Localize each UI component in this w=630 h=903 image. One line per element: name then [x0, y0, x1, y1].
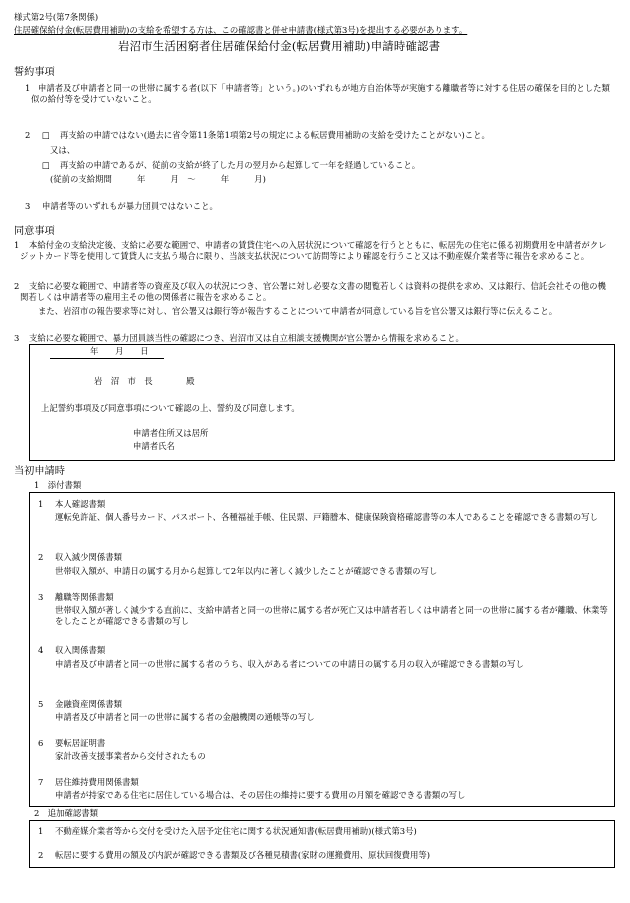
doc7-desc: 申請者が持家である住宅に居住している場合は、その居住の維持に要する費用の月額を確認できる書類の写し	[55, 790, 466, 800]
pledge-item2a: 再支給の申請ではない(過去に省令第11条第1項第2号の規定による転居費用補助の支給を受けたことがない)こと。	[60, 130, 490, 140]
doc4-num: 4	[38, 645, 44, 655]
pledge-heading: 誓約事項	[14, 67, 55, 78]
doc5-desc: 申請者及び申請者と同一の世帯に属する者の金融機関の通帳等の写し	[55, 712, 315, 722]
add1-num: 1	[38, 826, 44, 836]
doc6-num: 6	[38, 738, 44, 748]
doc3-num: 3	[38, 592, 44, 602]
doc5-title: 金融資産関係書類	[55, 699, 122, 709]
doc4-desc: 申請者及び申請者と同一の世帯に属する者のうち、収入がある者についての申請日の属する月の収入が確認できる書類の写し	[55, 659, 524, 669]
doc2-title: 収入減少関係書類	[55, 552, 122, 562]
add2-num: 2	[38, 850, 44, 860]
doc6-title: 要転居証明書	[55, 738, 106, 748]
consent-statement: 上記誓約事項及び同意事項について確認の上、誓約及び同意します。	[41, 403, 300, 413]
checkbox-resupply[interactable]: □	[42, 160, 50, 170]
doc1-desc: 運転免許証、個人番号カード、パスポート、各種福祉手帳、住民票、戸籍謄本、健康保険資格確認書等の本人であることを確認できる書類の写し	[55, 512, 598, 522]
pledge-item3-num: 3	[25, 201, 31, 211]
additional-docs-label: 2 追加確認書類	[34, 808, 98, 818]
doc6-desc: 家計改善支援事業者から交付されたもの	[55, 751, 206, 761]
date-underline	[50, 358, 164, 359]
doc1-num: 1	[38, 499, 44, 509]
add1-text: 不動産媒介業者等から交付を受けた入居予定住宅に関する状況通知書(転居費用補助)(様式第3号)	[55, 826, 417, 836]
doc5-num: 5	[38, 699, 44, 709]
doc3-title: 離職等関係書類	[55, 592, 114, 602]
doc7-num: 7	[38, 777, 44, 787]
consent-item2: 支給に必要な範囲で、申請者等の資産及び収入の状況につき、官公署に対し必要な文書の閲覧若しくは資料の提供を求め、又は銀行、信託会社その他の機関若しくは申請者等の雇用主その他の関係者に報告を求めること。	[20, 281, 606, 302]
doc3-desc: 世帯収入額が著しく減少する直前に、支給申請者と同一の世帯に属する者が死亡又は申請者若しくは申請者と同一の世帯に属する者が離職、休業等をしたことが確認できる書類の写し	[55, 605, 608, 626]
doc2-desc: 世帯収入額が、申請日の属する月から起算して2年以内に著しく減少したことが確認できる書類の写し	[55, 566, 438, 576]
consent-item3: 支給に必要な範囲で、暴力団員該当性の確認につき、岩沼市又は自立相談支援機関が官公署から情報を求めること。	[29, 333, 464, 343]
applicant-name-label: 申請者氏名	[133, 441, 175, 451]
previous-period: (従前の支給期間 年 月 ～ 年 月)	[50, 174, 266, 184]
form-id: 様式第2号(第7条関係)	[14, 12, 99, 22]
addressee: 岩 沼 市 長 殿	[94, 376, 195, 386]
initial-heading: 当初申請時	[14, 466, 65, 477]
pledge-item1: 申請者及び申請者と同一の世帯に属する者(以下「申請者等」という。)のいずれもが地方自治体等が実施する離職者等に対する住居の確保を目的とした類似の給付等を受けていないこと。	[31, 83, 610, 104]
attached-docs-label: 1 添付書類	[34, 480, 82, 490]
consent-item3-num: 3	[14, 333, 20, 343]
doc1-title: 本人確認書類	[55, 499, 106, 509]
consent-heading: 同意事項	[14, 226, 55, 237]
notice: 住居確保給付金(転居費用補助)の支給を希望する方は、この確認書と併せ申請書(様式第3号)を提出する必要があります。	[14, 25, 468, 35]
add2-text: 転居に要する費用の額及び内訳が確認できる書類及び各種見積書(家財の運搬費用、原状回復費用等)	[55, 850, 431, 860]
consent-item1-num: 1	[14, 240, 20, 250]
pledge-item3: 申請者等のいずれもが暴力団員ではないこと。	[42, 201, 218, 211]
page-title: 岩沼市生活困窮者住居確保給付金(転居費用補助)申請時確認書	[118, 39, 441, 53]
doc7-title: 居住維持費用関係書類	[55, 777, 139, 787]
pledge-item1-num: 1	[25, 83, 31, 93]
doc2-num: 2	[38, 552, 44, 562]
sign-date[interactable]: 年 月 日	[90, 346, 149, 356]
consent-item2-num: 2	[14, 281, 20, 291]
pledge-or: 又は、	[50, 145, 76, 155]
applicant-address-label: 申請者住所又は居所	[133, 428, 209, 438]
consent-item1: 本給付金の支給決定後、支給に必要な範囲で、申請者の賃貸住宅への入居状況について確認を行うとともに、転居先の住宅に係る初期費用を申請者がクレジットカード等を使用して賃貸人に支払う場合に限り、当該支払状況について訪問等により確認を行うこと又は不動産媒介業者等に報告を求めること。	[20, 240, 607, 261]
consent-item2-cont: また、岩沼市の報告要求等に対し、官公署又は銀行等が報告することについて申請者が同意している旨を官公署又は銀行等に伝えること。	[38, 306, 558, 316]
doc4-title: 収入関係書類	[55, 645, 106, 655]
pledge-item2-num: 2	[25, 130, 31, 140]
checkbox-not-resupply[interactable]: □	[42, 130, 50, 140]
pledge-item2b: 再支給の申請であるが、従前の支給が終了した月の翌月から起算して一年を経過していること。	[60, 160, 421, 170]
